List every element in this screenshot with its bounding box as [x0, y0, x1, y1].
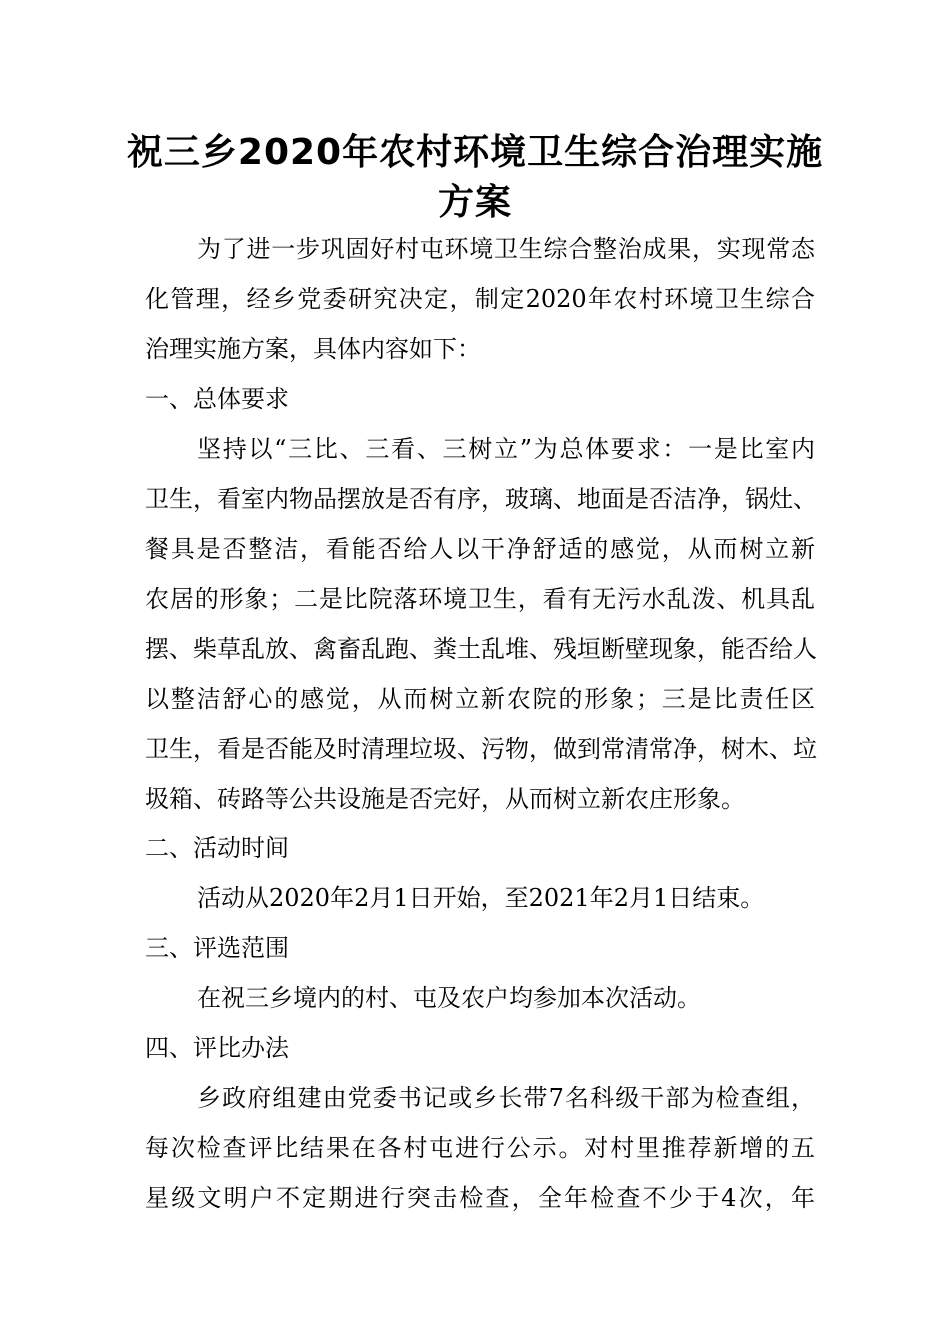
- section-1-line-2: 卫生，看室内物品摆放是否有序，玻璃、地面是否洁净，锅灶、: [145, 485, 817, 513]
- section-1-line-1: 坚持以“三比、三看、三树立”为总体要求：一是比室内: [197, 435, 815, 463]
- section-2-line-1: 活动从2020年2月1日开始，至2021年2月1日结束。: [197, 884, 765, 912]
- intro-line-1: 为了进一步巩固好村屯环境卫生综合整治成果，实现常态: [197, 235, 815, 263]
- section-4-line-3: 星级文明户不定期进行突击检查，全年检查不少于4次，年: [145, 1184, 815, 1212]
- section-4-line-1: 乡政府组建由党委书记或乡长带7名科级干部为检查组，: [197, 1084, 815, 1112]
- section-4-line-2: 每次检查评比结果在各村屯进行公示。对村里推荐新增的五: [145, 1134, 815, 1162]
- intro-line-3: 治理实施方案，具体内容如下：: [145, 335, 481, 363]
- section-1-line-7: 卫生，看是否能及时清理垃圾、污物，做到常清常净，树木、垃: [145, 735, 817, 763]
- section-heading-activity-time: 二、活动时间: [145, 834, 289, 862]
- document-title-line-1: 祝三乡2020年农村环境卫生综合治理实施: [126, 132, 824, 173]
- section-heading-overall-requirements: 一、总体要求: [145, 385, 289, 413]
- section-1-line-3: 餐具是否整洁，看能否给人以干净舒适的感觉，从而树立新: [145, 535, 815, 563]
- section-heading-selection-scope: 三、评选范围: [145, 934, 289, 962]
- section-1-line-8: 圾箱、砖路等公共设施是否完好，从而树立新农庄形象。: [145, 785, 745, 813]
- section-1-line-6: 以整洁舒心的感觉，从而树立新农院的形象；三是比责任区: [145, 685, 815, 713]
- section-3-line-1: 在祝三乡境内的村、屯及农户均参加本次活动。: [197, 984, 701, 1012]
- section-1-line-5: 摆、柴草乱放、禽畜乱跑、粪土乱堆、残垣断壁现象，能否给人: [145, 635, 817, 663]
- section-1-line-4: 农居的形象；二是比院落环境卫生，看有无污水乱泼、机具乱: [145, 585, 815, 613]
- section-heading-evaluation-method: 四、评比办法: [145, 1034, 289, 1062]
- document-title-line-2: 方案: [437, 182, 512, 223]
- intro-line-2: 化管理，经乡党委研究决定，制定2020年农村环境卫生综合: [145, 285, 815, 313]
